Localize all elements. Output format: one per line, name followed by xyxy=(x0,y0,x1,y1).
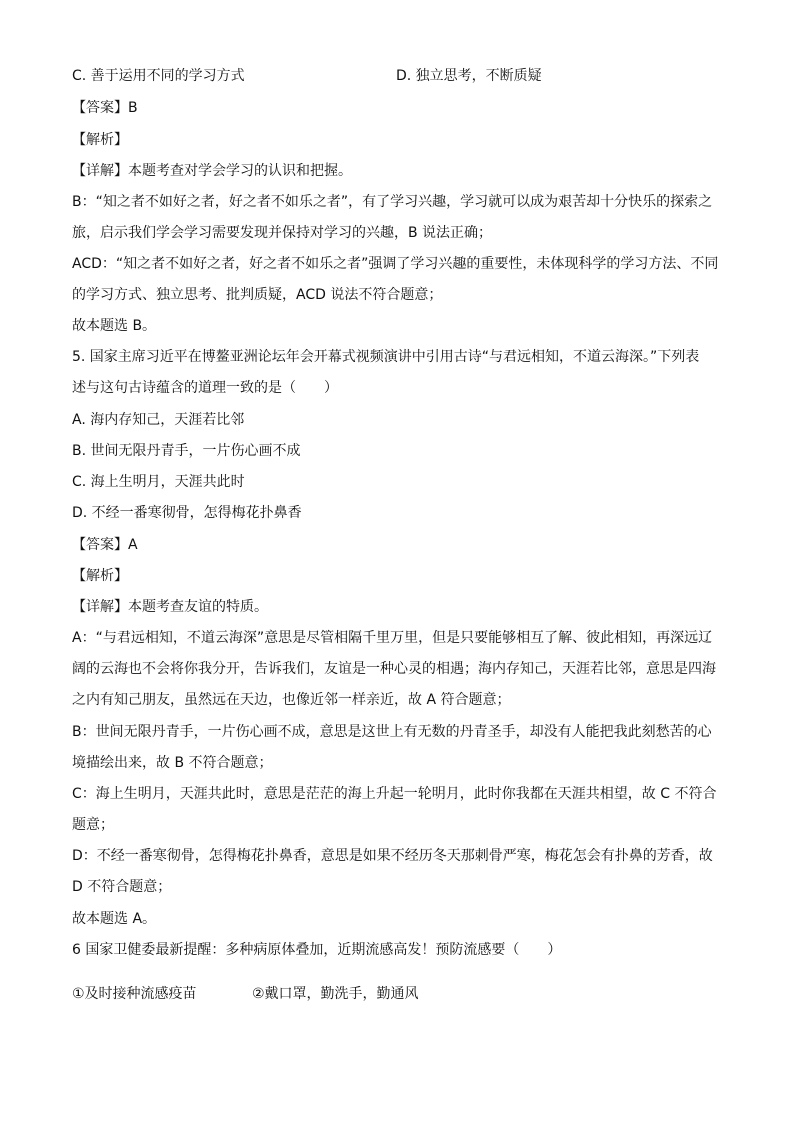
q5-explanation-a-line3: 之内有知己朋友，虽然远在天边，也像近邻一样亲近，故 A 符合题意； xyxy=(72,692,511,708)
q5-option-a: A. 海内存知己，天涯若比邻 xyxy=(72,412,245,428)
q5-explanation-d-line1: D：不经一番寒彻骨，怎得梅花扑鼻香，意思是如果不经历冬天那刺骨严寒，梅花怎会有扑鼻的芳香，故 xyxy=(72,848,713,864)
q5-explanation-b-line2: 境描绘出来，故 B 不符合题意； xyxy=(72,755,273,771)
q5-option-b: B. 世间无限丹青手，一片伤心画不成 xyxy=(72,443,301,459)
q5-stem-line1: 5. 国家主席习近平在博鳌亚洲论坛年会开幕式视频演讲中引用古诗“与君远相知，不道云海深。”下列表 xyxy=(72,349,700,365)
q5-explanation-b-line1: B：世间无限丹青手，一片伤心画不成，意思是这世上有无数的丹青圣手，却没有人能把我此刻愁苦的心 xyxy=(72,724,712,740)
q5-stem-line2: 述与这句古诗蕴含的道理一致的是（ ） xyxy=(72,380,338,396)
q5-option-c: C. 海上生明月，天涯共此时 xyxy=(72,474,245,490)
q4-conclusion: 故本题选 B。 xyxy=(72,318,157,334)
q4-option-c: C. 善于运用不同的学习方式 xyxy=(72,68,245,84)
q5-explanation-a-line2: 阔的云海也不会将你我分开，告诉我们，友谊是一种心灵的相遇；海内存知己，天涯若比邻，意思是四海 xyxy=(72,661,716,677)
q6-option-2: ②戴口罩，勤洗手，勤通风 xyxy=(252,986,419,1002)
q5-answer: 【答案】A xyxy=(72,537,138,553)
q4-option-d: D. 独立思考，不断质疑 xyxy=(396,68,542,84)
q6-option-1: ①及时接种流感疫苗 xyxy=(72,986,197,1002)
q5-conclusion: 故本题选 A。 xyxy=(72,911,157,927)
q5-detail: 【详解】本题考查友谊的特质。 xyxy=(72,599,268,615)
q5-explanation-c-line2: 题意； xyxy=(72,817,114,833)
q5-explanation-c-line1: C：海上生明月，天涯共此时，意思是茫茫的海上升起一轮明月，此时你我都在天涯共相望，故 C 不符合 xyxy=(72,786,717,802)
q6-stem: 6 国家卫健委最新提醒：多种病原体叠加，近期流感高发！预防流感要（ ） xyxy=(72,942,562,958)
q5-option-d: D. 不经一番寒彻骨，怎得梅花扑鼻香 xyxy=(72,505,302,521)
q4-explanation-acd-line2: 的学习方式、独立思考、批判质疑，ACD 说法不符合题意； xyxy=(72,287,443,303)
q4-explanation-acd-line1: ACD：“知之者不如好之者，好之者不如乐之者”强调了学习兴趣的重要性，未体现科学的学习方法、不同 xyxy=(72,256,719,272)
q4-analysis-heading: 【解析】 xyxy=(72,132,128,148)
q5-explanation-d-line2: D 不符合题意； xyxy=(72,879,172,895)
q4-explanation-b-line2: 旅，启示我们学会学习需要发现并保持对学习的兴趣，B 说法正确； xyxy=(72,225,493,241)
q4-explanation-b-line1: B：“知之者不如好之者，好之者不如乐之者”，有了学习兴趣，学习就可以成为艰苦却十分快乐的探索之 xyxy=(72,194,713,210)
q5-explanation-a-line1: A：“与君远相知，不道云海深”意思是尽管相隔千里万里，但是只要能够相互了解、彼此相知，再深远辽 xyxy=(72,630,713,646)
q4-answer: 【答案】B xyxy=(72,100,138,116)
q4-detail: 【详解】本题考查对学会学习的认识和把握。 xyxy=(72,163,352,179)
q5-analysis-heading: 【解析】 xyxy=(72,568,128,584)
